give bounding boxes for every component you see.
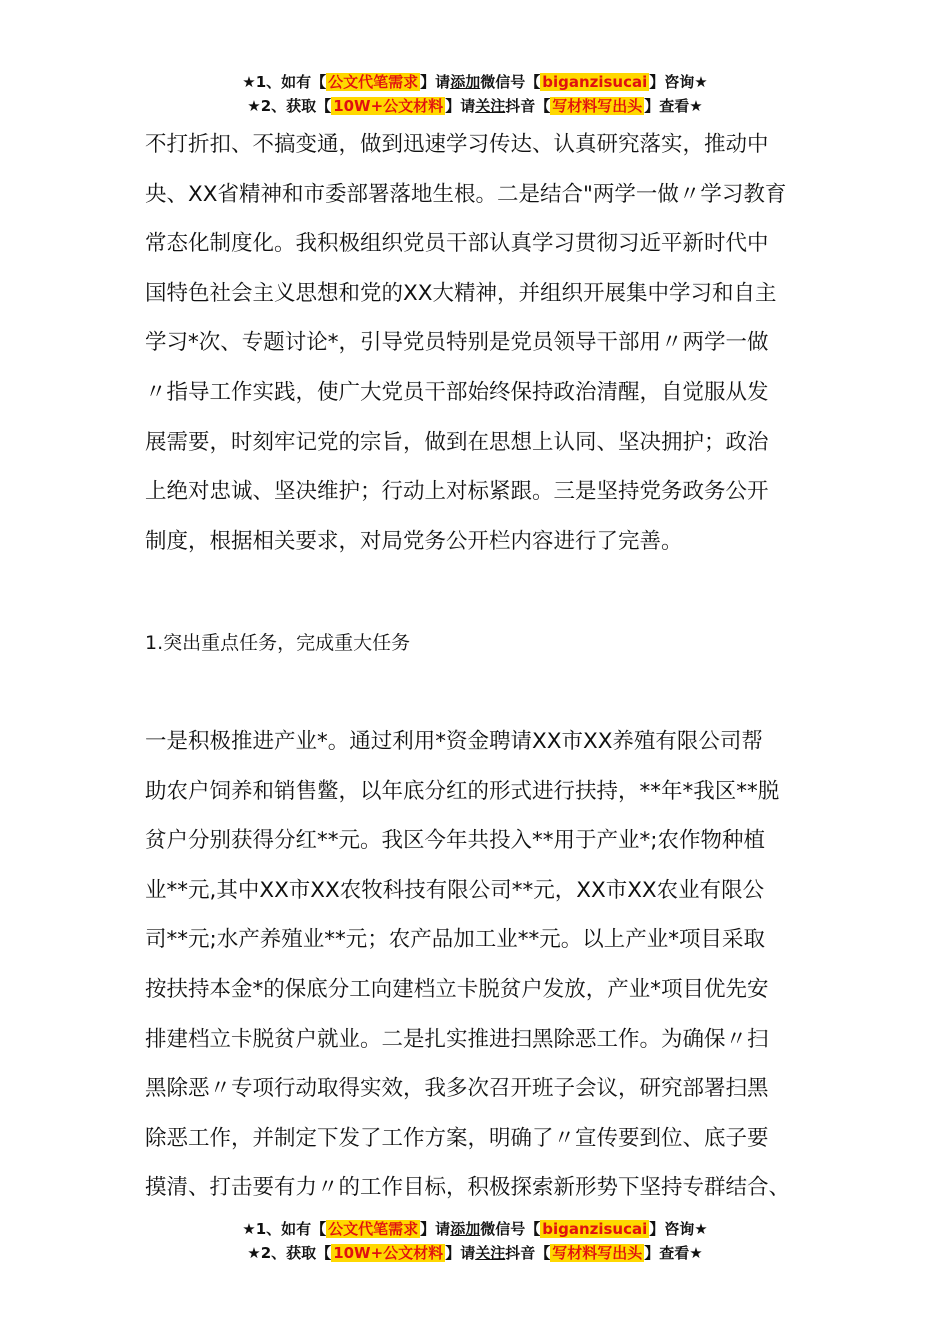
banner-highlight: 公文代笔需求 xyxy=(328,73,419,91)
paragraph-line: 制度，根据相关要求，对局党务公开栏内容进行了完善。 xyxy=(145,528,683,554)
banner-line-2 xyxy=(0,1242,950,1266)
paragraph-line: 学习*次、专题讨论*，引导党员特别是党员领导干部用〃两学一做 xyxy=(145,330,769,356)
body-paragraph-2 xyxy=(145,717,817,1213)
paragraph-line: 展需要，时刻牢记党的宗旨，做到在思想上认同、坚决拥护；政治 xyxy=(145,429,769,455)
banner-highlight: 10W+公文材料 xyxy=(333,97,444,115)
banner-line-1 xyxy=(0,71,950,95)
banner-highlight-wechat-id: biganzisucai xyxy=(542,1220,648,1238)
banner-text: 微信号【 xyxy=(480,1220,541,1238)
paragraph-line: 黑除恶〃专项行动取得实效，我多次召开班子会议，研究部署扫黑 xyxy=(145,1076,769,1102)
banner-highlight: 公文代笔需求 xyxy=(328,1220,419,1238)
paragraph-line: 摸清、打击要有力〃的工作目标，积极探索新形势下坚持专群结合、 xyxy=(145,1175,791,1201)
footer-banner xyxy=(0,1218,950,1266)
banner-text: ★1、如有【 xyxy=(242,73,327,91)
banner-underlined-text: 添加 xyxy=(450,1220,481,1238)
header-banner xyxy=(0,71,950,119)
banner-highlight-douyin-id: 写材料写出头 xyxy=(552,97,643,115)
banner-underlined-text: 关注 xyxy=(475,97,506,115)
paragraph-line: 业**元,其中XX市XX农牧科技有限公司**元，XX市XX农业有限公 xyxy=(145,877,765,903)
banner-line-2 xyxy=(0,95,950,119)
banner-text: 】查看★ xyxy=(644,97,703,115)
paragraph-line: 一是积极推进产业*。通过利用*资金聘请XX市XX养殖有限公司帮 xyxy=(145,729,763,754)
paragraph-line: 〃指导工作实践，使广大党员干部始终保持政治清醒，自觉服从发 xyxy=(145,379,769,405)
paragraph-line: 贫户分别获得分红**元。我区今年共投入**用于产业*;农作物种植 xyxy=(145,828,765,854)
banner-underlined-text: 关注 xyxy=(475,1244,506,1262)
banner-text: 】请 xyxy=(420,73,451,91)
section-heading: 1.突出重点任务，完成重大任务 xyxy=(145,632,411,654)
banner-highlight-douyin-id: 写材料写出头 xyxy=(552,1244,643,1262)
body-paragraph-1 xyxy=(145,120,817,566)
banner-line-1 xyxy=(0,1218,950,1242)
banner-underlined-text: 添加 xyxy=(450,73,481,91)
banner-highlight: 10W+公文材料 xyxy=(333,1244,444,1262)
banner-text: 抖音【 xyxy=(505,97,551,115)
banner-text: 】查看★ xyxy=(644,1244,703,1262)
paragraph-line: 排建档立卡脱贫户就业。二是扎实推进扫黑除恶工作。为确保〃扫 xyxy=(145,1026,769,1052)
banner-text: 】咨询★ xyxy=(649,1220,708,1238)
paragraph-line: 司**元;水产养殖业**元；农产品加工业**元。以上产业*项目采取 xyxy=(145,927,765,953)
banner-text: 】请 xyxy=(420,1220,451,1238)
paragraph-line: 上绝对忠诚、坚决维护；行动上对标紧跟。三是坚持党务政务公开 xyxy=(145,479,769,505)
banner-text: ★1、如有【 xyxy=(242,1220,327,1238)
paragraph-line: 助农户饲养和销售鳖，以年底分红的形式进行扶持，**年*我区**脱 xyxy=(145,778,780,804)
paragraph-line: 不打折扣、不搞变通，做到迅速学习传达、认真研究落实，推动中 xyxy=(145,132,769,157)
banner-text: ★2、获取【 xyxy=(247,1244,332,1262)
banner-text: 微信号【 xyxy=(480,73,541,91)
paragraph-line: 国特色社会主义思想和党的XX大精神，并组织开展集中学习和自主 xyxy=(145,280,777,306)
banner-text: ★2、获取【 xyxy=(247,97,332,115)
banner-text: 】咨询★ xyxy=(649,73,708,91)
paragraph-line: 央、XX省精神和市委部署落地生根。二是结合"两学一做〃学习教育 xyxy=(145,181,787,207)
paragraph-line: 常态化制度化。我积极组织党员干部认真学习贯彻习近平新时代中 xyxy=(145,231,769,257)
banner-text: 抖音【 xyxy=(505,1244,551,1262)
paragraph-line: 按扶持本金*的保底分工向建档立卡脱贫户发放，产业*项目优先安 xyxy=(145,976,769,1002)
banner-highlight-wechat-id: biganzisucai xyxy=(542,73,648,91)
banner-text: 】请 xyxy=(445,97,476,115)
paragraph-line: 除恶工作，并制定下发了工作方案，明确了〃宣传要到位、底子要 xyxy=(145,1125,769,1151)
banner-text: 】请 xyxy=(445,1244,476,1262)
